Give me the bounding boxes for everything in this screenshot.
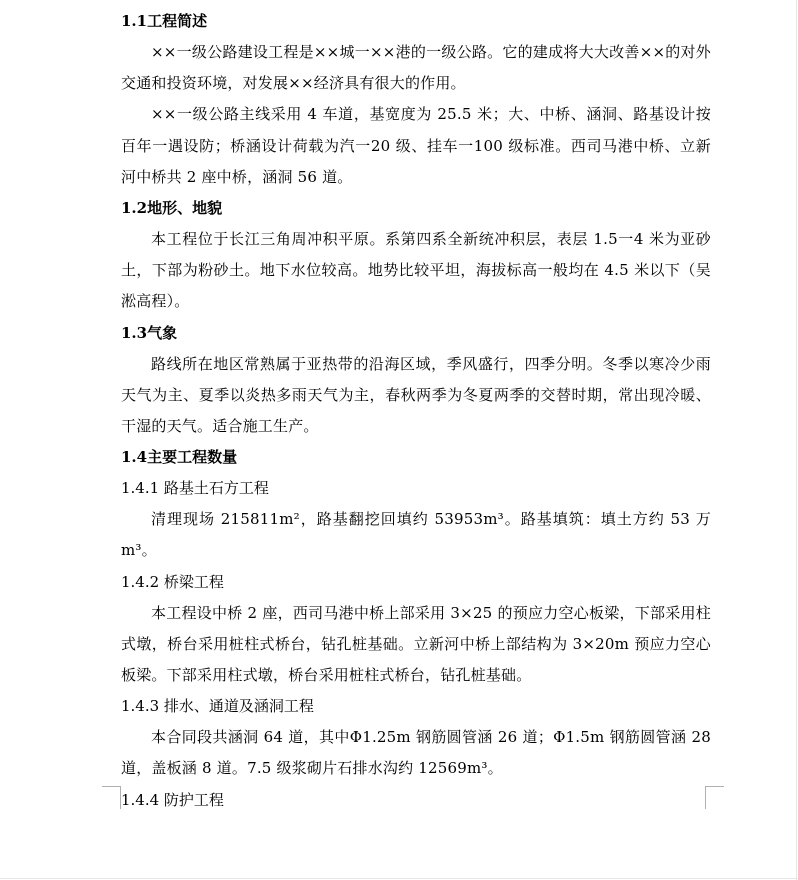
- subsection-heading-1-4-3: 1.4.3 排水、通道及涵洞工程: [121, 697, 314, 716]
- subsection-1-4-1-paragraph: 清理现场 215811m²，路基翻挖回填约 53953m³。路基填筑：填土方约 53 万 m³。: [121, 510, 711, 560]
- subsection-heading-1-4-4: 1.4.4 防护工程: [121, 790, 224, 809]
- section-heading-1-4: 1.4主要工程数量: [121, 448, 238, 467]
- subsection-1-4-2-paragraph: 本工程设中桥 2 座，西司马港中桥上部采用 3×25 的预应力空心板梁，下部采用柱式墩，桥台采用桩柱式桥台，钻孔桩基础。立新河中桥上部结构为 3×20m 预应力空心板梁。下部采用柱式墩，桥台采用桩柱式桥台，钻孔桩基础。: [121, 603, 711, 685]
- section-heading-1-3: 1.3气象: [121, 323, 178, 342]
- page-edge-right: [796, 0, 797, 880]
- page-corner-mark-left: [102, 786, 121, 809]
- section-heading-1-1: 1.1工程简述: [121, 12, 208, 30]
- document-body: [121, 6, 711, 816]
- section-1-3-paragraph: 路线所在地区常熟属于亚热带的沿海区域，季风盛行，四季分明。冬季以寒冷少雨天气为主、夏季以炎热多雨天气为主，春秋两季为冬夏两季的交替时期，常出现冷暖、干湿的天气。适合施工生产。: [121, 354, 711, 436]
- subsection-heading-1-4-2: 1.4.2 桥梁工程: [121, 572, 224, 591]
- subsection-heading-1-4-1: 1.4.1 路基土石方工程: [121, 479, 269, 498]
- section-1-1-paragraph-1: ××一级公路建设工程是××城一××港的一级公路。它的建成将大大改善××的对外交通和投资环境，对发展××经济具有很大的作用。: [121, 43, 711, 93]
- section-heading-1-2: 1.2地形、地貌: [121, 199, 223, 218]
- page-corner-mark-right: [705, 786, 724, 809]
- page-edge-bottom: [0, 878, 798, 879]
- subsection-1-4-3-paragraph: 本合同段共涵洞 64 道，其中Φ1.25m 钢筋圆管涵 26 道；Φ1.5m 钢筋圆管涵 28 道，盖板涵 8 道。7.5 级浆砌片石排水沟约 12569m³。: [121, 728, 711, 778]
- section-1-2-paragraph: 本工程位于长江三角周冲积平原。系第四系全新统冲积层，表层 1.5一4 米为亚砂土，下部为粉砂土。地下水位较高。地势比较平坦，海拔标高一般均在 4.5 米以下（吴淞高程）。: [121, 230, 711, 311]
- section-1-1-paragraph-2: ××一级公路主线采用 4 车道，基宽度为 25.5 米；大、中桥、涵洞、路基设计按百年一遇设防；桥涵设计荷载为汽一20 级、挂车一100 级标准。西司马港中桥、立新河中桥共 2 座中桥，涵洞 56 道。: [121, 105, 711, 186]
